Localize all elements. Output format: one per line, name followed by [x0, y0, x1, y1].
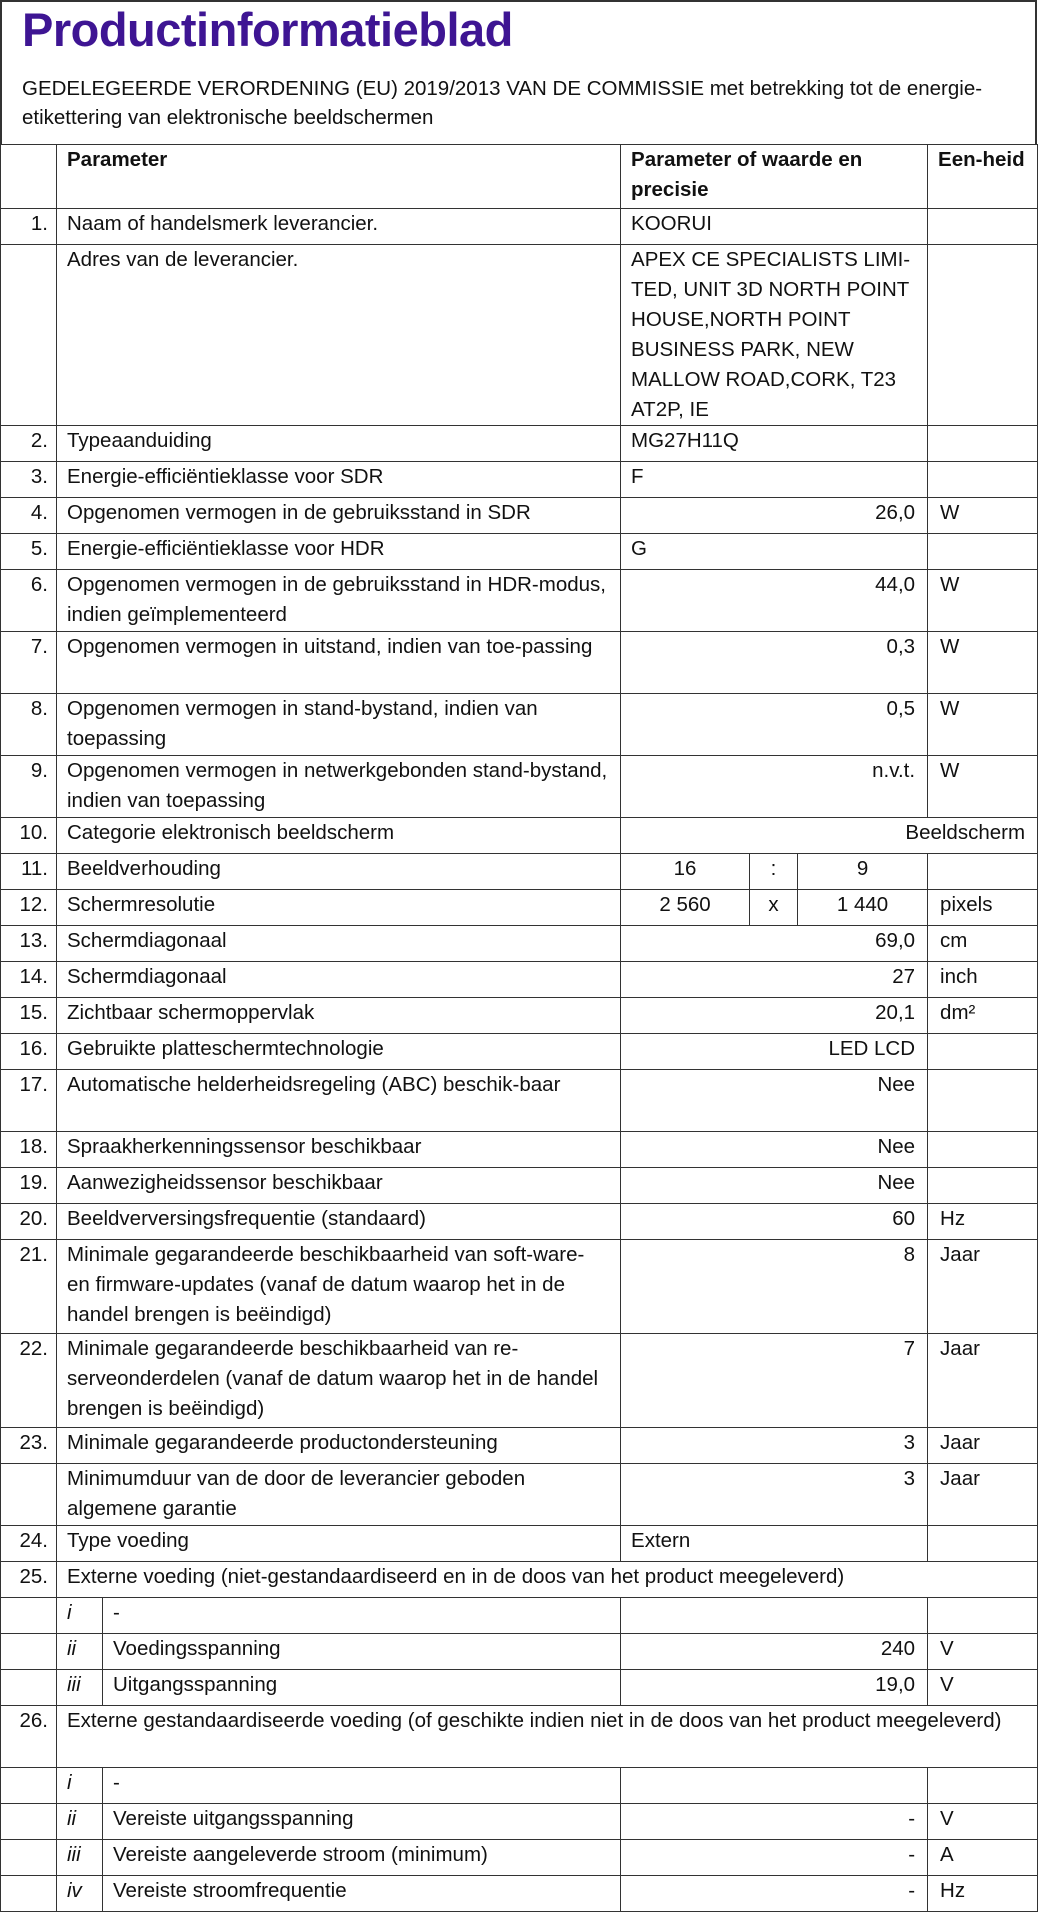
row-parameter: Beeldverversingsfrequentie (standaard)	[57, 1204, 621, 1240]
row-value-b: 1 440	[798, 890, 928, 926]
sub-index: i	[57, 1598, 103, 1634]
row-number: 24.	[1, 1526, 57, 1562]
sub-index: iv	[57, 1876, 103, 1912]
row-value: APEX CE SPECIALISTS LIMI-TED, UNIT 3D NORTH POINT HOUSE,NORTH POINT BUSINESS PARK, NEW MALLOW ROAD,CORK, T23 AT2P, IE	[621, 245, 928, 426]
row-value: Nee	[621, 1132, 928, 1168]
row-number	[1, 1634, 57, 1670]
section-row	[1, 1706, 1038, 1768]
row-number: 22.	[1, 1334, 57, 1428]
row-number	[1, 1464, 57, 1526]
row-parameter: Categorie elektronisch beeldscherm	[57, 818, 621, 854]
row-unit	[928, 426, 1038, 462]
header-value: Parameter of waarde en precisie	[621, 145, 928, 209]
row-parameter: -	[103, 1598, 621, 1634]
row-unit: W	[928, 498, 1038, 534]
table-row	[1, 1428, 1038, 1464]
row-value: KOORUI	[621, 209, 928, 245]
row-unit	[928, 1598, 1038, 1634]
row-value: LED LCD	[621, 1034, 928, 1070]
row-unit	[928, 1070, 1038, 1132]
row-number: 21.	[1, 1240, 57, 1334]
row-number: 5.	[1, 534, 57, 570]
row-value: F	[621, 462, 928, 498]
row-unit: W	[928, 694, 1038, 756]
row-number: 13.	[1, 926, 57, 962]
row-value: 27	[621, 962, 928, 998]
row-number: 23.	[1, 1428, 57, 1464]
table-row	[1, 1240, 1038, 1334]
row-parameter: Minimumduur van de door de leverancier geboden algemene garantie	[57, 1464, 621, 1526]
row-parameter: Opgenomen vermogen in de gebruiksstand in HDR-modus, indien geïmplementeerd	[57, 570, 621, 632]
table-row	[1, 1034, 1038, 1070]
sub-index: iii	[57, 1840, 103, 1876]
row-value: 8	[621, 1240, 928, 1334]
row-number	[1, 1804, 57, 1840]
table-row	[1, 962, 1038, 998]
regulation-text: GEDELEGEERDE VERORDENING (EU) 2019/2013 VAN DE COMMISSIE met betrekking tot de energie-etikettering van elektronische beeldschermen	[22, 77, 983, 129]
row-parameter: Opgenomen vermogen in stand-bystand, indien van toepassing	[57, 694, 621, 756]
row-value: Nee	[621, 1070, 928, 1132]
row-unit: Hz	[928, 1204, 1038, 1240]
row-value: 44,0	[621, 570, 928, 632]
row-parameter: Vereiste aangeleverde stroom (minimum)	[103, 1840, 621, 1876]
row-unit: A	[928, 1840, 1038, 1876]
row-number: 20.	[1, 1204, 57, 1240]
row-number: 16.	[1, 1034, 57, 1070]
row-number: 17.	[1, 1070, 57, 1132]
row-value: Beeldscherm	[621, 818, 1038, 854]
row-unit: Hz	[928, 1876, 1038, 1912]
row-parameter: -	[103, 1768, 621, 1804]
row-unit: V	[928, 1670, 1038, 1706]
row-unit: Jaar	[928, 1428, 1038, 1464]
row-value: 240	[621, 1634, 928, 1670]
table-row	[1, 1132, 1038, 1168]
row-parameter: Vereiste uitgangsspanning	[103, 1804, 621, 1840]
row-value: n.v.t.	[621, 756, 928, 818]
table-row	[1, 209, 1038, 245]
row-number: 18.	[1, 1132, 57, 1168]
parameter-table	[0, 144, 1038, 1912]
row-parameter: Energie-efficiëntieklasse voor HDR	[57, 534, 621, 570]
table-row	[1, 998, 1038, 1034]
row-value: 3	[621, 1464, 928, 1526]
row-number: 15.	[1, 998, 57, 1034]
row-parameter: Beeldverhouding	[57, 854, 621, 890]
row-value: -	[621, 1876, 928, 1912]
row-parameter: Adres van de leverancier.	[57, 245, 621, 426]
row-unit: W	[928, 570, 1038, 632]
row-value: -	[621, 1840, 928, 1876]
row-parameter: Opgenomen vermogen in netwerkgebonden stand-bystand, indien van toepassing	[57, 756, 621, 818]
row-value: -	[621, 1804, 928, 1840]
row-value: 19,0	[621, 1670, 928, 1706]
row-unit	[928, 1768, 1038, 1804]
table-row	[1, 1070, 1038, 1132]
row-parameter: Energie-efficiëntieklasse voor SDR	[57, 462, 621, 498]
table-row	[1, 854, 1038, 890]
sub-row	[1, 1876, 1038, 1912]
row-unit: cm	[928, 926, 1038, 962]
row-value: 7	[621, 1334, 928, 1428]
row-unit: Jaar	[928, 1334, 1038, 1428]
row-unit	[928, 209, 1038, 245]
row-number	[1, 245, 57, 426]
row-number: 8.	[1, 694, 57, 756]
table-row	[1, 1204, 1038, 1240]
sub-row	[1, 1804, 1038, 1840]
row-parameter: Opgenomen vermogen in uitstand, indien van toe-passing	[57, 632, 621, 694]
row-parameter: Naam of handelsmerk leverancier.	[57, 209, 621, 245]
sub-row	[1, 1634, 1038, 1670]
row-number: 7.	[1, 632, 57, 694]
table-row	[1, 462, 1038, 498]
sub-row	[1, 1768, 1038, 1804]
row-unit	[928, 1168, 1038, 1204]
row-number: 10.	[1, 818, 57, 854]
section-title: Externe voeding (niet-gestandaardiseerd en in de doos van het product meegeleverd)	[57, 1562, 1038, 1598]
table-row	[1, 245, 1038, 426]
table-row	[1, 498, 1038, 534]
row-parameter: Zichtbaar schermoppervlak	[57, 998, 621, 1034]
row-unit: pixels	[928, 890, 1038, 926]
row-parameter: Vereiste stroomfrequentie	[103, 1876, 621, 1912]
row-unit	[928, 462, 1038, 498]
row-unit: dm²	[928, 998, 1038, 1034]
row-unit: V	[928, 1634, 1038, 1670]
row-parameter: Schermdiagonaal	[57, 962, 621, 998]
sub-row	[1, 1670, 1038, 1706]
row-parameter: Aanwezigheidssensor beschikbaar	[57, 1168, 621, 1204]
table-row	[1, 534, 1038, 570]
section-row	[1, 1562, 1038, 1598]
section-title: Externe gestandaardiseerde voeding (of geschikte indien niet in de doos van het product meegeleverd)	[57, 1706, 1038, 1768]
sub-index: i	[57, 1768, 103, 1804]
table-row	[1, 818, 1038, 854]
page-title: Productinformatieblad	[22, 3, 513, 56]
row-unit	[928, 854, 1038, 890]
row-value: 26,0	[621, 498, 928, 534]
row-number: 26.	[1, 1706, 57, 1768]
row-number: 25.	[1, 1562, 57, 1598]
header-row	[1, 145, 1038, 209]
row-number: 12.	[1, 890, 57, 926]
row-unit	[928, 1034, 1038, 1070]
table-row	[1, 926, 1038, 962]
sub-index: iii	[57, 1670, 103, 1706]
row-parameter: Minimale gegarandeerde beschikbaarheid van soft-ware- en firmware-updates (vanaf de datum waarop het in de handel brengen is beëindigd)	[57, 1240, 621, 1334]
row-parameter: Minimale gegarandeerde productondersteuning	[57, 1428, 621, 1464]
row-number: 11.	[1, 854, 57, 890]
row-unit: V	[928, 1804, 1038, 1840]
header-parameter: Parameter	[57, 145, 621, 209]
row-parameter: Spraakherkenningssensor beschikbaar	[57, 1132, 621, 1168]
table-row	[1, 1334, 1038, 1428]
row-parameter: Type voeding	[57, 1526, 621, 1562]
row-number: 2.	[1, 426, 57, 462]
row-unit: Jaar	[928, 1240, 1038, 1334]
row-number	[1, 1768, 57, 1804]
row-number: 4.	[1, 498, 57, 534]
header-unit: Een-heid	[928, 145, 1038, 209]
row-value: Extern	[621, 1526, 928, 1562]
row-unit: W	[928, 756, 1038, 818]
row-parameter: Uitgangsspanning	[103, 1670, 621, 1706]
row-number: 6.	[1, 570, 57, 632]
row-value-a: 16	[621, 854, 750, 890]
sub-row	[1, 1840, 1038, 1876]
header-number-cell	[1, 145, 57, 209]
row-value: G	[621, 534, 928, 570]
row-number: 19.	[1, 1168, 57, 1204]
row-parameter: Schermresolutie	[57, 890, 621, 926]
row-number	[1, 1876, 57, 1912]
row-number	[1, 1840, 57, 1876]
row-parameter: Minimale gegarandeerde beschikbaarheid van re-serveonderdelen (vanaf de datum waarop het in de handel brengen is beëindigd)	[57, 1334, 621, 1428]
row-number	[1, 1598, 57, 1634]
table-row	[1, 426, 1038, 462]
row-unit	[928, 245, 1038, 426]
row-value-b: 9	[798, 854, 928, 890]
row-value: 20,1	[621, 998, 928, 1034]
sub-index: ii	[57, 1634, 103, 1670]
table-row	[1, 1464, 1038, 1526]
table-row	[1, 1168, 1038, 1204]
row-value	[621, 1768, 928, 1804]
row-parameter: Schermdiagonaal	[57, 926, 621, 962]
row-unit	[928, 1526, 1038, 1562]
table-row	[1, 632, 1038, 694]
row-value: 69,0	[621, 926, 928, 962]
row-parameter: Voedingsspanning	[103, 1634, 621, 1670]
sub-index: ii	[57, 1804, 103, 1840]
row-value: 60	[621, 1204, 928, 1240]
row-unit: W	[928, 632, 1038, 694]
row-unit	[928, 1132, 1038, 1168]
row-value-separator: x	[750, 890, 798, 926]
row-parameter: Automatische helderheidsregeling (ABC) beschik-baar	[57, 1070, 621, 1132]
row-number: 1.	[1, 209, 57, 245]
row-value: 0,3	[621, 632, 928, 694]
row-value: MG27H11Q	[621, 426, 928, 462]
sub-row	[1, 1598, 1038, 1634]
table-row	[1, 694, 1038, 756]
table-row	[1, 1526, 1038, 1562]
sheet-header	[0, 0, 1037, 144]
row-unit: Jaar	[928, 1464, 1038, 1526]
row-number: 3.	[1, 462, 57, 498]
row-value	[621, 1598, 928, 1634]
row-number	[1, 1670, 57, 1706]
row-value: Nee	[621, 1168, 928, 1204]
row-unit: inch	[928, 962, 1038, 998]
table-row	[1, 890, 1038, 926]
table-row	[1, 756, 1038, 818]
row-value: 3	[621, 1428, 928, 1464]
row-parameter: Opgenomen vermogen in de gebruiksstand in SDR	[57, 498, 621, 534]
row-parameter: Gebruikte platteschermtechnologie	[57, 1034, 621, 1070]
row-value-separator: :	[750, 854, 798, 890]
row-number: 14.	[1, 962, 57, 998]
row-value: 0,5	[621, 694, 928, 756]
row-value-a: 2 560	[621, 890, 750, 926]
row-unit	[928, 534, 1038, 570]
row-parameter: Typeaanduiding	[57, 426, 621, 462]
row-number: 9.	[1, 756, 57, 818]
table-row	[1, 570, 1038, 632]
